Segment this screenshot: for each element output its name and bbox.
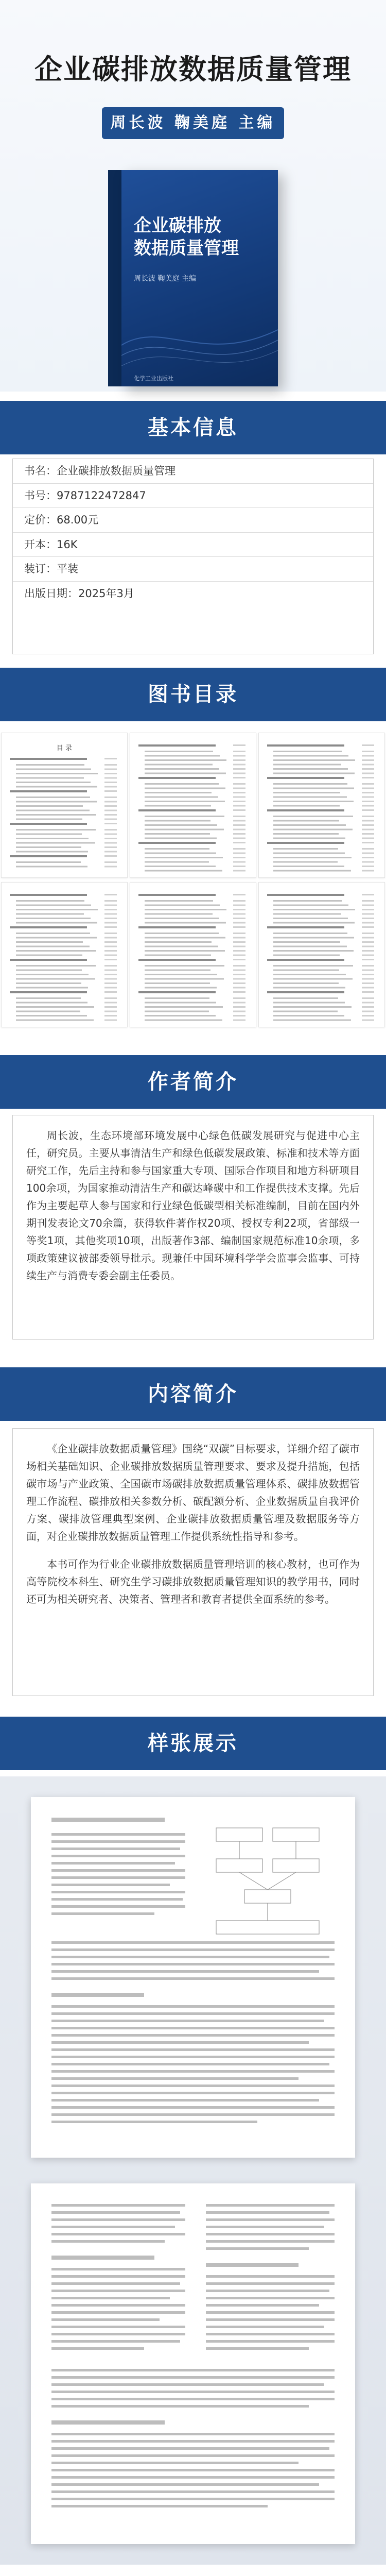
cover-title [134,214,268,260]
info-value: 9787122472847 [57,489,146,502]
info-value: 企业碳排放数据质量管理 [57,465,176,477]
authors-badge: 周长波 鞠美庭 主编 [102,107,284,139]
info-row-binding [13,557,373,582]
sample-page-2 [31,2183,355,2544]
book-cover [121,170,278,386]
book-cover-image [108,170,278,386]
toc-page-thumbnail [1,733,128,878]
toc-page-thumbnail [1,882,128,1027]
toc-lines [130,883,257,1028]
toc-heading: 目 录 [56,744,73,752]
sample-page-2-content [31,2183,355,2544]
info-table [12,459,374,654]
sample-page-1 [31,1797,355,2158]
author-bio-text: 周长波，生态环境部环境发展中心绿色低碳发展研究与促进中心主任，研究员。主要从事清洁生产和绿色低碳发展政策、标准和技术等方面研究工作，先后主持和参与国家重大专项、国际合作项目和地方科研项目100余项，为国家推动清洁生产和碳达峰碳中和工作提供技术支撑。先后作为主要起草人参与国家和行业绿色低碳型相关标准编制，目前在国内外期刊发表论文70余篇，获得软件著作权20项、授权专利22项，省部级一等奖1项，其他奖项10项，出版著作3部、编制国家规范标准10余项，多项政策建议被部委领导批示。现兼任中国环境科学学会监事会监事、可持续生产与消费专委会副主任委员。 [26,1129,360,1282]
info-value: 2025年3月 [78,587,134,600]
content-intro-paragraph-1: 《企业碳排放数据质量管理》围绕“双碳”目标要求，详细介绍了碳市场相关基础知识、企业碳排放数据质量管理要求、要求及提升措施，包括碳市场与产业政策、全国碳市场碳排放数据质量管理体系、碳排放数据管理工作流程、碳排放相关参数分析、碳配额分析、企业数据质量自我评价方案、碳排放管理典型案例、企业碳排放数据质量管理及数据服务等方面，对企业碳排放数据质量管理工作提供系统性指导和参考。 [26,1443,360,1543]
info-label: 书名： [24,465,57,477]
section-header-sample: 样张展示 [0,1717,386,1770]
info-label: 书号： [24,489,57,502]
section-header-content: 内容简介 [0,1367,386,1421]
page-title: 企业碳排放数据质量管理 [34,53,352,86]
info-row-title [13,459,373,484]
cover-title-line2: 数据质量管理 [134,238,239,259]
section-header-info: 基本信息 [0,401,386,454]
toc-lines [130,733,257,878]
info-value: 16K [57,538,78,551]
hero-banner [0,0,386,392]
info-row-price [13,508,373,533]
toc-lines [259,883,385,1028]
info-label: 开本： [24,538,57,551]
author-bio-box [12,1115,374,1340]
sample-page-1-content [31,1797,355,2158]
section-header-toc: 图书目录 [0,668,386,721]
info-row-date [13,582,373,606]
book-spine [108,170,121,386]
info-value: 平装 [57,563,78,575]
info-row-isbn [13,484,373,509]
section-header-author: 作者简介 [0,1055,386,1109]
toc-lines [2,883,128,1028]
info-label: 出版日期： [24,587,78,600]
content-intro-box [12,1428,374,1696]
toc-page-thumbnail [258,733,385,878]
info-label: 装订： [24,563,57,575]
cover-publisher: 化学工业出版社 [134,375,173,382]
toc-page-thumbnail [130,733,256,878]
info-value: 68.00元 [57,514,99,526]
content-intro-paragraph-2: 本书可作为行业企业碳排放数据质量管理培训的核心教材，也可作为高等院校本科生、研究生学习碳排放数据质量管理知识的教学用书，同时还可为相关研究者、决策者、管理者和教育者提供全面系统的参考。 [26,1558,360,1605]
toc-page-gallery [0,733,386,1026]
cover-title-line1: 企业碳排放 [134,215,221,236]
info-label: 定价： [24,514,57,526]
toc-lines [259,733,385,878]
toc-page-thumbnail [130,882,256,1027]
cover-decoration [121,299,278,376]
cover-authors: 周长波 鞠美庭 主编 [134,275,196,283]
info-row-format [13,533,373,557]
sample-pages-area [0,1776,386,2565]
toc-page-thumbnail [258,882,385,1027]
toc-lines [2,733,128,878]
